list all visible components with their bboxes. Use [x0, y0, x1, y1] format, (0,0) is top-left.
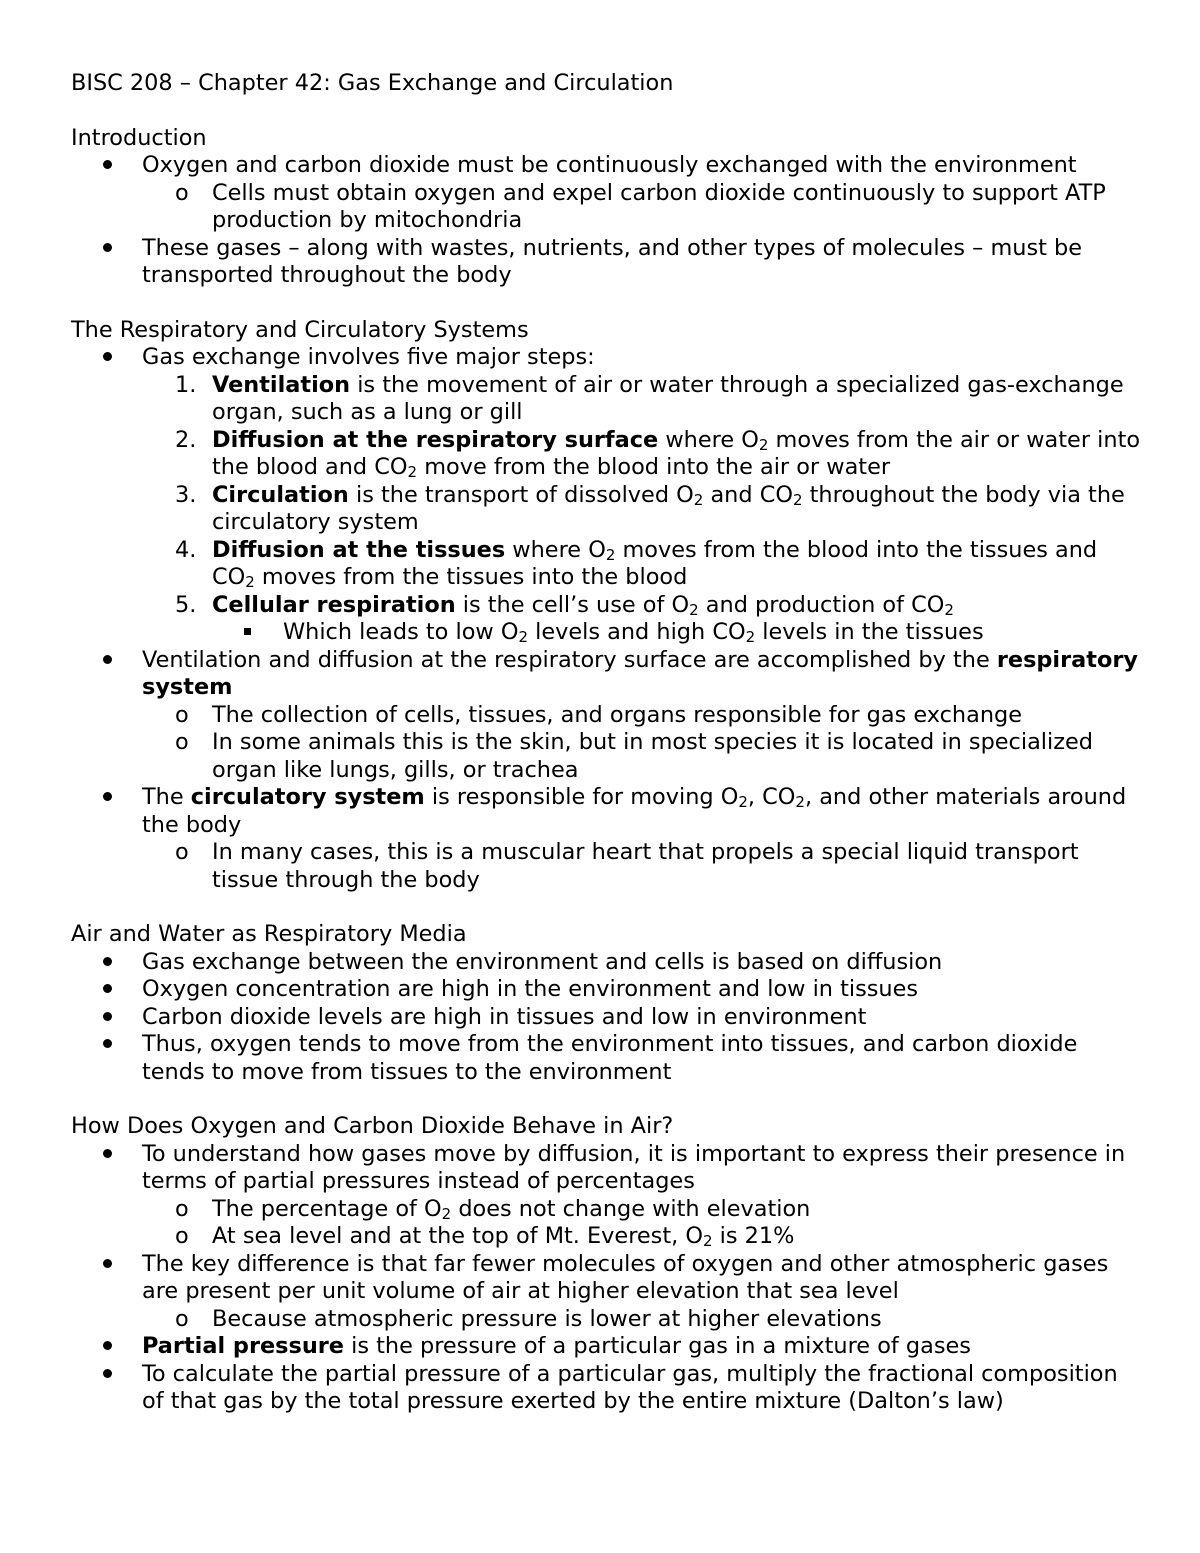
list-item-text: Carbon dioxide levels are high in tissues and low in environment [142, 1003, 867, 1030]
bullet-icon [103, 949, 112, 977]
circle-bullet-icon: o [175, 1305, 189, 1332]
subscript: 2 [944, 600, 954, 619]
list-item-text: The key difference is that far fewer molecules of oxygen and other atmospheric gases are present per unit volume of air at higher elevation that sea level [142, 1250, 1109, 1304]
subscript: 2 [792, 490, 803, 509]
step-text: where O [658, 426, 759, 453]
list-item-text: is the pressure of a particular gas in a mixture of gases [344, 1333, 971, 1359]
subscript: 2 [245, 573, 255, 591]
list-item-text: Thus, oxygen tends to move from the environment into tissues, and carbon dioxide tends to move from tissues to the environment [142, 1031, 1078, 1085]
step-text: throughout the body via the circulatory system [212, 481, 1125, 535]
step-text: moves from the air or water into the blood and CO [212, 426, 1141, 480]
bullet-icon [103, 1251, 112, 1279]
list-item [71, 839, 1141, 894]
list-item-text: levels in the tissues [755, 619, 984, 645]
step-text: moves from the blood into the tissues and CO [212, 536, 1098, 590]
list-item-text: In some animals this is the skin, but in most species it is located in specialized organ like lungs, gills, or trachea [212, 729, 1093, 783]
list-item [71, 1223, 1141, 1251]
section-heading-respiratory-circulatory: The Respiratory and Circulatory Systems [71, 316, 529, 343]
list-item [71, 729, 1141, 784]
list-item-text: To calculate the partial pressure of a particular gas, multiply the fractional composition of that gas by the total pressure exerted by the entire mixture (Dalton’s law) [142, 1360, 1118, 1414]
spacer [71, 290, 1141, 317]
bullet-icon [103, 1031, 112, 1059]
subscript: 2 [693, 490, 704, 509]
subscript: 2 [407, 463, 418, 481]
circle-bullet-icon: o [175, 701, 189, 728]
circle-bullet-icon: o [175, 1223, 189, 1249]
list-item-text: Oxygen concentration are high in the environment and low in tissues [142, 976, 919, 1002]
bullet-icon [103, 1141, 112, 1169]
list-item-text: The percentage of O [212, 1195, 442, 1222]
step-text: move from the blood into the air or water [417, 454, 891, 480]
subscript: 2 [738, 793, 748, 811]
list-item [71, 344, 1141, 372]
list-item-text: , CO [747, 784, 796, 810]
step-text: moves from the tissues into the blood [254, 564, 688, 590]
bullet-icon [103, 976, 112, 1004]
list-item [71, 1251, 1141, 1306]
list-item [71, 784, 1141, 839]
list-item [71, 1031, 1141, 1086]
document-title: BISC 208 – Chapter 42: Gas Exchange and Circulation [71, 70, 674, 96]
bullet-icon [103, 152, 112, 180]
step-term: Diffusion at the tissues [212, 536, 506, 563]
subscript: 2 [758, 435, 769, 454]
bullet-icon [103, 1361, 112, 1389]
list-item-text: Gas exchange between the environment and cells is based on diffusion [142, 948, 943, 975]
bullet-icon [103, 784, 112, 812]
circle-bullet-icon: o [175, 729, 189, 755]
term: respiratory system [142, 646, 1138, 700]
bullet-icon [103, 1333, 112, 1361]
numbered-step [71, 537, 1141, 592]
square-bullet-icon [244, 619, 251, 647]
bullet-icon [103, 647, 112, 675]
list-item-text: Ventilation and diffusion at the respiratory surface are accomplished by the [142, 646, 997, 673]
step-number: 1. [175, 371, 197, 398]
step-text: where O [505, 536, 606, 563]
step-text: and CO [703, 481, 793, 508]
circle-bullet-icon: o [175, 839, 189, 865]
term: circulatory system [190, 784, 425, 810]
list-item-text: To understand how gases move by diffusion, it is important to express their presence in terms of partial pressures instead of percentages [142, 1140, 1126, 1194]
list-item [71, 949, 1141, 977]
list-item [71, 702, 1141, 730]
spacer [71, 894, 1141, 921]
section-heading-oxygen-co2-air: How Does Oxygen and Carbon Dioxide Behave in Air? [71, 1113, 674, 1139]
spacer [71, 1086, 1141, 1113]
list-item-text: The collection of cells, tissues, and organs responsible for gas exchange [212, 701, 1023, 728]
list-item [71, 647, 1141, 702]
step-text: is the cell’s use of O [455, 591, 690, 618]
step-number: 4. [175, 536, 197, 563]
term: Partial pressure [142, 1333, 344, 1359]
document-page [71, 70, 1141, 1416]
spacer [71, 98, 1141, 125]
list-item [71, 180, 1141, 235]
step-number: 2. [175, 426, 197, 453]
subscript: 2 [518, 628, 528, 646]
list-item-text: , and other materials around the body [142, 784, 1127, 838]
section-heading-air-water: Air and Water as Respiratory Media [71, 921, 467, 947]
step-text: and production of CO [698, 591, 945, 618]
list-item [71, 152, 1141, 180]
step-text: is the movement of air or water through a specialized gas-exchange organ, such as a lung or gill [212, 371, 1124, 425]
list-item [71, 1306, 1141, 1334]
list-item-text: Cells must obtain oxygen and expel carbon dioxide continuously to support ATP production by mitochondria [212, 179, 1106, 233]
step-term: Ventilation [212, 371, 351, 398]
list-item [71, 619, 1141, 647]
step-term: Cellular respiration [212, 591, 456, 618]
list-item-text: The [142, 784, 191, 810]
list-item-text: Oxygen and carbon dioxide must be continuously exchanged with the environment [142, 152, 1077, 178]
step-number: 5. [175, 591, 197, 618]
bullet-icon [103, 1004, 112, 1032]
step-number: 3. [175, 481, 197, 508]
numbered-step [71, 592, 1141, 620]
list-item [71, 1333, 1141, 1361]
subscript: 2 [745, 628, 756, 646]
subscript: 2 [605, 545, 616, 564]
step-text: is the transport of dissolved O [348, 481, 694, 508]
list-item-text: These gases – along with wastes, nutrients, and other types of molecules – must be transported throughout the body [142, 234, 1083, 288]
subscript: 2 [703, 1232, 713, 1250]
subscript: 2 [689, 600, 699, 619]
step-term: Diffusion at the respiratory surface [212, 426, 659, 453]
list-item [71, 1004, 1141, 1032]
circle-bullet-icon: o [175, 179, 189, 206]
list-item-text: Which leads to low O [283, 619, 519, 645]
list-item-text: In many cases, this is a muscular heart that propels a special liquid transport tissue through the body [212, 839, 1079, 893]
subscript: 2 [441, 1204, 452, 1223]
section-heading-introduction: Introduction [71, 124, 207, 151]
list-item-text: is 21% [712, 1223, 795, 1249]
list-item-text: Because atmospheric pressure is lower at higher elevations [212, 1305, 882, 1332]
numbered-step [71, 372, 1141, 427]
numbered-step [71, 482, 1141, 537]
list-item [71, 1196, 1141, 1224]
numbered-step [71, 427, 1141, 482]
step-term: Circulation [212, 481, 349, 508]
list-item-text: does not change with elevation [451, 1195, 811, 1222]
list-item [71, 976, 1141, 1004]
circle-bullet-icon: o [175, 1195, 189, 1222]
list-item-text: levels and high CO [528, 619, 746, 645]
list-item-text: is responsible for moving O [424, 784, 739, 810]
subscript: 2 [795, 793, 805, 811]
list-item [71, 235, 1141, 290]
list-item-text: At sea level and at the top of Mt. Everest, O [212, 1223, 703, 1249]
list-item [71, 1141, 1141, 1196]
list-item [71, 1361, 1141, 1416]
bullet-icon [103, 344, 112, 372]
bullet-icon [103, 235, 112, 263]
list-item-text: Gas exchange involves five major steps: [142, 344, 595, 370]
